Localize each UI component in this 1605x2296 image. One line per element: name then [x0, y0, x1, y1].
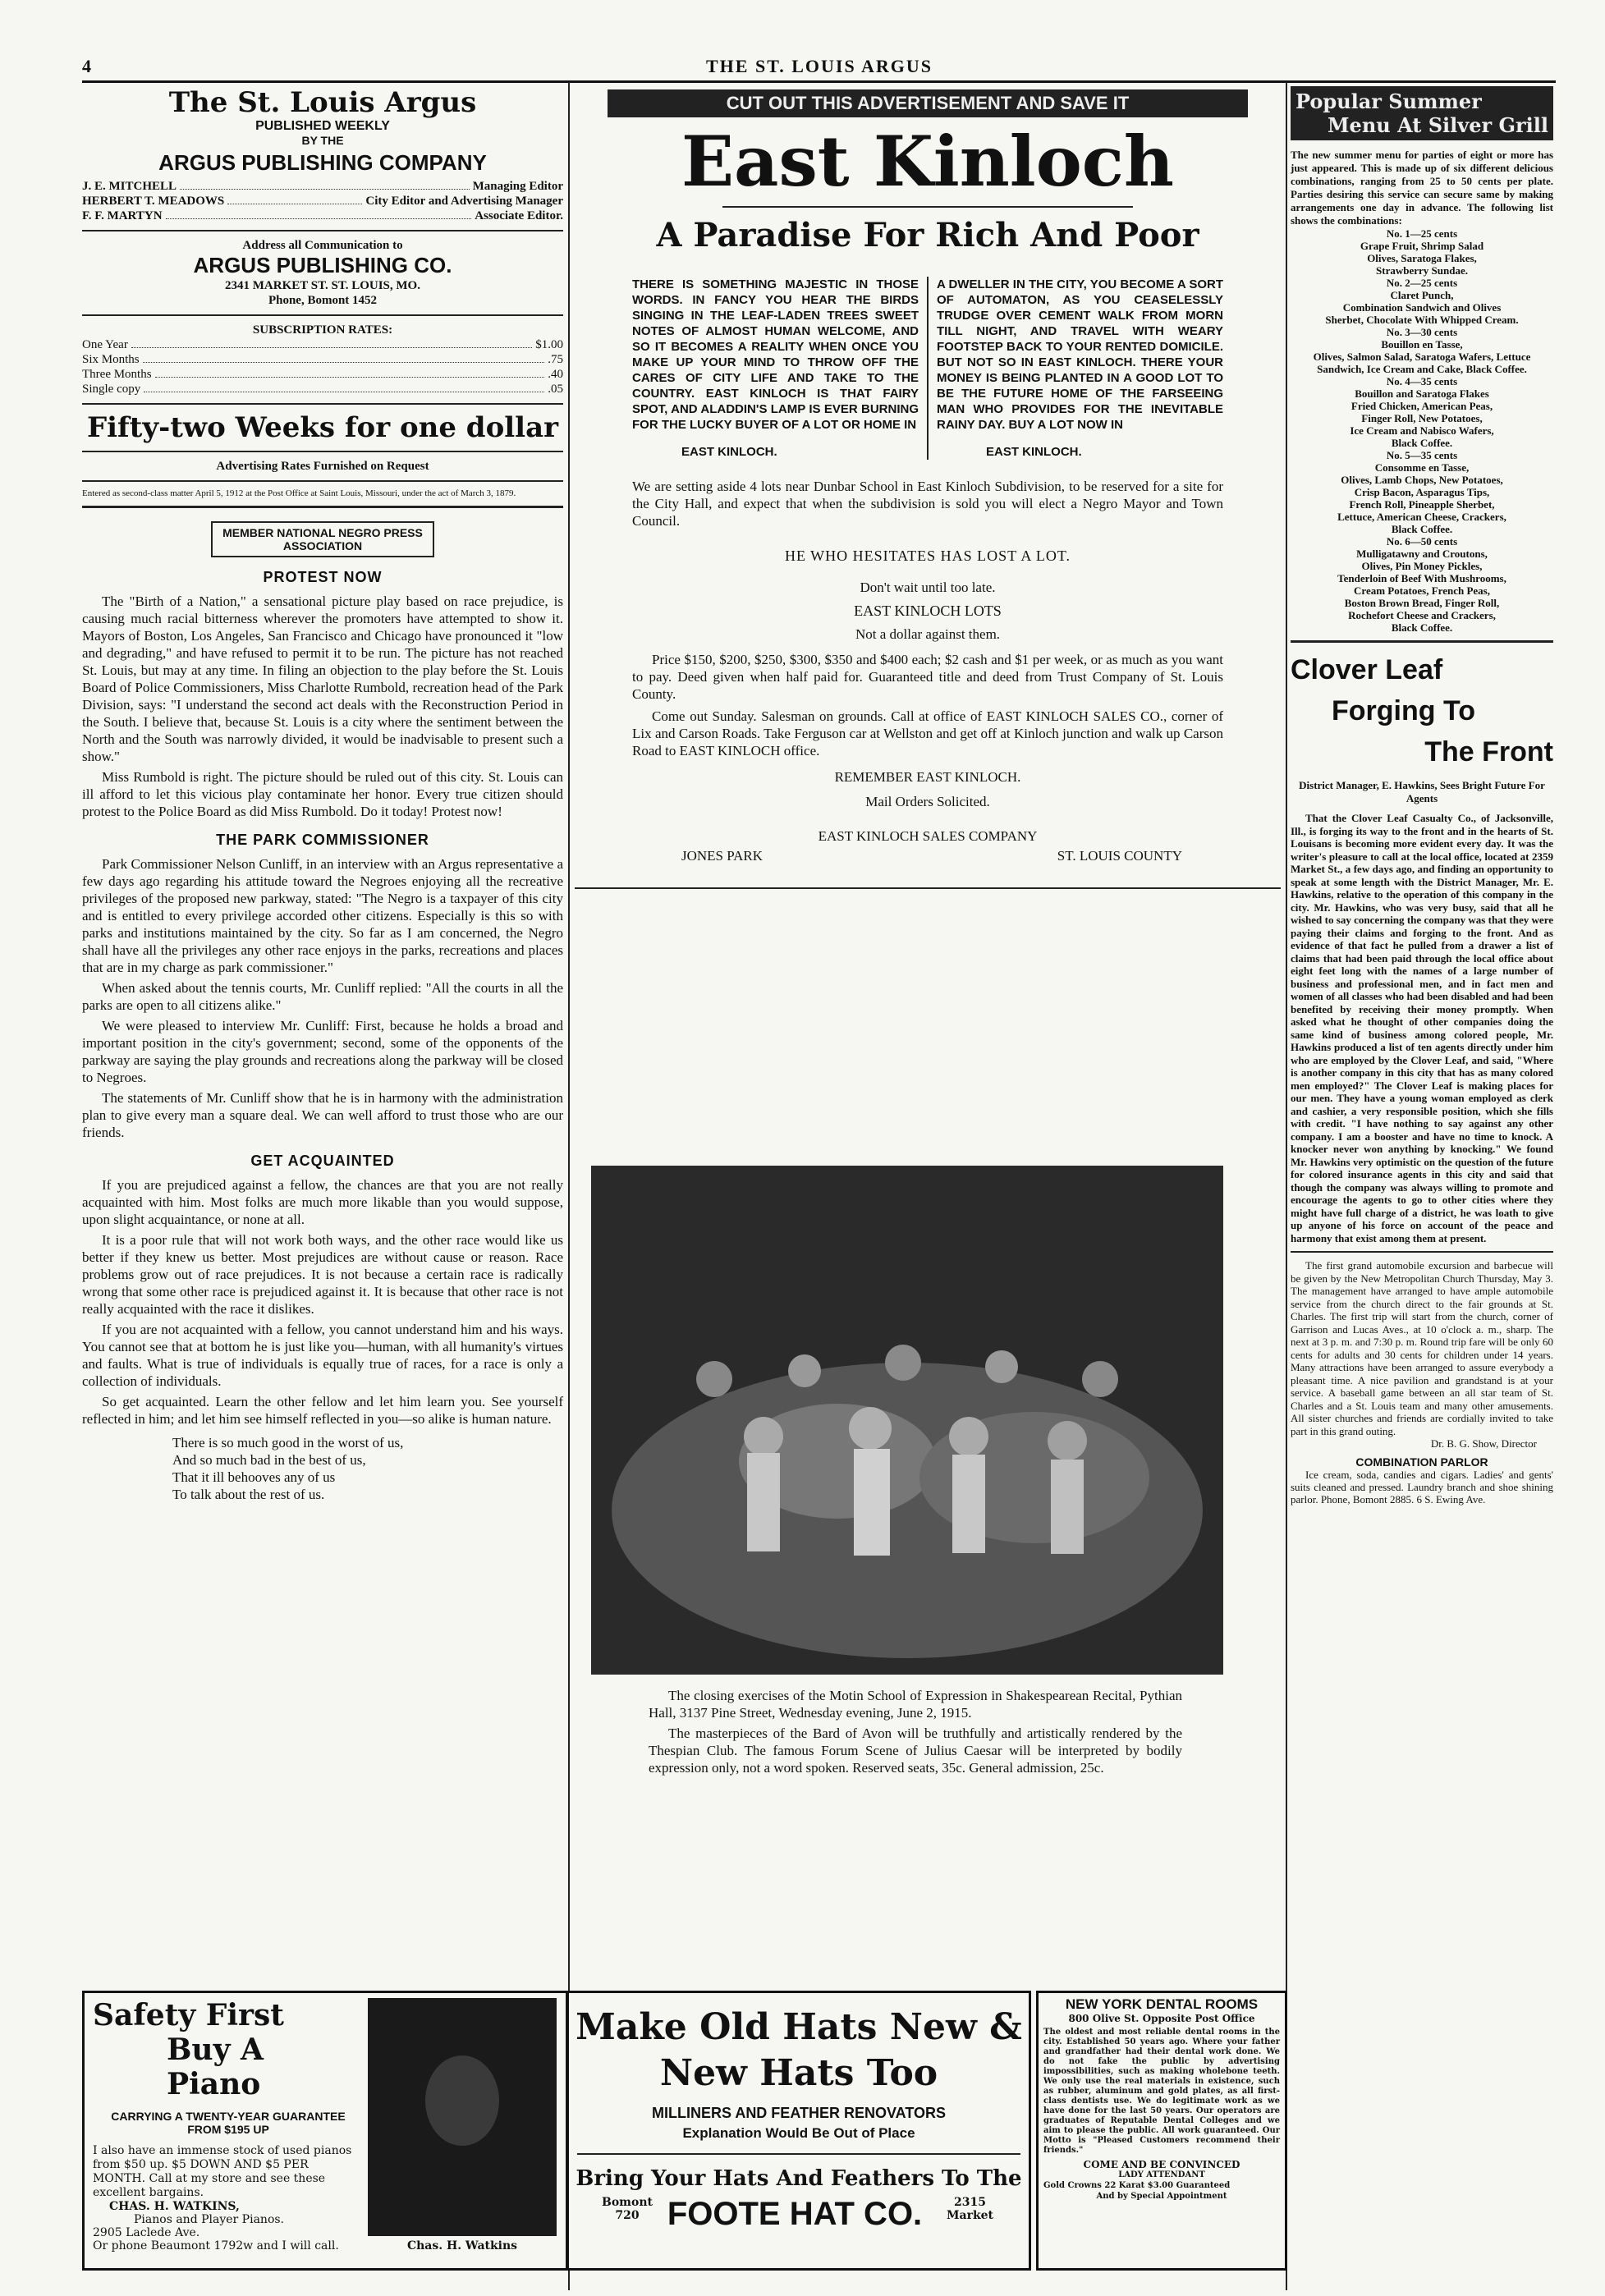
kinloch-columns: [632, 277, 1223, 460]
piano-guarantee: CARRYING A TWENTY-YEAR GUARANTEE FROM $195 UP: [111, 2110, 346, 2136]
kinloch-dont-wait: Don't wait until too late.: [860, 580, 996, 595]
piano-body: I also have an immense stock of used pianos from $50 up. $5 DOWN AND $5 PER MONTH. Call at my store and see these excellent bargains.: [93, 2144, 352, 2199]
kinloch-company: EAST KINLOCH SALES COMPANY: [818, 828, 1038, 844]
combination-title: COMBINATION PARLOR: [1355, 1455, 1488, 1469]
member-badge: MEMBER NATIONAL NEGRO PRESS ASSOCIATION: [211, 521, 434, 557]
dental-crown: Gold Crowns 22 Karat $3.00 Guaranteed: [1043, 2181, 1231, 2190]
kinloch-remember: REMEMBER EAST KINLOCH.: [834, 769, 1021, 785]
slogan: Fifty-two Weeks for one dollar: [86, 411, 559, 444]
dental-come: COME AND BE CONVINCED: [1083, 2159, 1240, 2170]
masthead-name: The St. Louis Argus: [168, 86, 477, 119]
rates-list: [82, 337, 563, 396]
address-phone: Phone, Bomont 1452: [268, 294, 378, 307]
combination-body: Ice cream, soda, candies and cigars. Ladies' and gents' suits cleaned and pressed. Laundry branch and shoe shining parlor. Phone, Bomont 2885. 6 S. Ewing Ave.: [1291, 1469, 1553, 1505]
entered-note: Entered as second-class matter April 5, 1912 at the Post Office at Saint Louis, Missouri, under the act of March 3, 1879.: [82, 488, 516, 498]
clover-body: That the Clover Leaf Casualty Co., of Jacksonville, Ill., is forging its way to the front and in the hearts of St. Louisans is becoming more evident every day. It was the writer's pleasure to call at the local office, located at 2359 Market St., a few days ago, and finding an opportunity to speak at some length with the District Manager, Mr. E. Hawkins, relative to the operation of this company in the city. Mr. Hawkins, who was very busy, said that all he wished to say concerning the company was that they were paying their claims and forging to the front. And as evidence of that fact he pulled from a drawer a list of claims that had been paid through the local office about eight feet long with the names of a large number of business and professional men, and in fact men and women of all classes who had been disabled and had been benefited by receiving their money promptly. When asked what he thought of other companies doing the same kind of business among colored people, Mr. Hawkins produced a list of ten agents directly under him who are employed by the Clover Leaf, and said, "Where is another company in this city that has as many colored men employed?" The Clover Leaf is making places for our men. They have a young woman employed as clerk and cashier, a very responsible position, which she fills with credit. "I have nothing to say against any other company. I am a booster and have no time to knock. A knocker never won anything by knocking." We found Mr. Hawkins very optimistic on the question of the future for colored insurance agents in this city and said that though the company was always willing to promote and encourage the agents to go to other cities where they might have full charge of a district, he was loath to give up anyone of his force on account of the peace and harmony that exist among them at present.: [1291, 812, 1553, 1244]
silver-grill-head: Popular Summer Menu At Silver Grill: [1291, 86, 1553, 140]
protest-body: The "Birth of a Nation," a sensational picture play based on race prejudice, is causing much racial bitterness wherever the promoters have attempted to show it. Mayors of Boston, Los Angeles, San Francisco and Chicago have pronounced it "low and degrading," and have refused to permit it to be run. The picture has not reached St. Louis, but may at any time. In filing an objection to the play before the St. Louis Board of Police Commissioners, Miss Charlotte Rumbold, recreation head of the Park Division, says: "I understand the second act deals with the Reconstruction Period in the South. I believe that, because St. Louis is a city where the sentiment between the North and the South was narrowly divided, it would be inadvisable to present such a show." Miss Rumbold is right. The picture should be ruled out of this city. St. Louis can ill afford to let this vicious play contaminate her honor. Every true citizen should protest to the Police Board as did Miss Rumbold. Do it today! Protest now!: [82, 593, 563, 819]
column-rule: [568, 82, 570, 2290]
dental-lady: LADY ATTENDANT: [1118, 2170, 1205, 2179]
hat-line1: MILLINERS AND FEATHER RENOVATORS: [651, 2105, 946, 2121]
ad-rates: Advertising Rates Furnished on Request: [216, 460, 429, 473]
rate-row: Six Months .75: [82, 353, 563, 366]
address-street: 2341 MARKET ST. ST. LOUIS, MO.: [225, 279, 420, 292]
kinloch-location: JONES PARK ST. LOUIS COUNTY: [681, 848, 1182, 864]
protest-title: PROTEST NOW: [263, 569, 383, 585]
excursion-body: The first grand automobile excursion and barbecue will be given by the New Metropolitan Church Thursday, May 3. The management have arranged to have ample automobile service from the church direct to the fair grounds at St. Charles. The first trip will start from the church, corner of Garrison and Lucas Aves., at 10 o'clock a. m., sharp. The next at 3 p. m. and 7:30 p. m. Round trip fare will be only 60 cents for adults and 30 cents for children under 14 years. Many attractions have been arranged to assure everybody a pleasant time. A nice pavilion and grandstand is at your service. A baseball game between an all star team of St. Charles and a St. Louis team and many other amusements. All sister churches and friends are cordially invited to take part in this grand outing.: [1291, 1259, 1553, 1437]
publisher-name: ARGUS PUBLISHING COMPANY: [158, 150, 487, 175]
silver-grill-menu: No. 1—25 cents Grape Fruit, Shrimp Salad Olives, Saratoga Flakes, Strawberry Sundae. No. 2—25 cents Claret Punch, Combination Sandwich and Olives Sherbet, Chocolate With Whipped Cream. No. 3—30 cents Bouillon en Tasse, Olives, Salmon Salad, Saratoga Wafers, Lettuce Sandwich, Ice Cream and Cake, Black Coffee. No. 4—35 cents Bouillon and Saratoga Flakes Fried Chicken, American Peas, Finger Roll, New Potatoes, Ice Cream and Nabisco Wafers, Black Coffee. No. 5—35 cents Consomme en Tasse, Olives, Lamb Chops, New Potatoes, Crisp Bacon, Asparagus Tips, French Roll, Pineapple Sherbet, Lettuce, American Cheese, Crackers, Black Coffee. No. 6—50 cents Mulligatawny and Croutons, Olives, Pin Money Pickles, Tenderloin of Beef With Mushrooms, Cream Potatoes, French Peas, Boston Brown Bread, Finger Roll, Rochefort Cheese and Crackers, Black Coffee.: [1313, 227, 1531, 634]
column-rule: [1286, 82, 1287, 2290]
acquainted-body: If you are prejudiced against a fellow, the chances are that you are not really acquainted with him. Most folks are much more likable than you would suppose, upon slight acquaintance, or none at all. It is a poor rule that will not work both ways, and the other race would like us better if they knew us better. Most prejudices are without cause or reason. Race problems grow out of race prejudices. It is not because a certain race is radically wrong that some other race is prejudiced against it. It is because that other race is not really acquainted with the race it dislikes. If you are not acquainted with a fellow, you cannot understand him and his ways. You cannot see that at bottom he is just like you—human, with all humanity's virtues and faults. What is true of individuals is equally true of races, for a race is only a collection of individuals. So get acquainted. Learn the other fellow and let him learn you. See yourself reflected in him; and let him see himself reflected in you—so alike is human nature.: [82, 1177, 563, 1427]
hat-company: FOOTE HAT CO.: [667, 2196, 923, 2232]
rate-row: Single copy .05: [82, 383, 563, 396]
kinloch-title: East Kinloch: [681, 121, 1174, 202]
clover-title: Clover Leaf Forging To The Front: [1291, 654, 1553, 768]
kinloch-banner: CUT OUT THIS ADVERTISEMENT AND SAVE IT: [608, 89, 1248, 117]
kinloch-mail: Mail Orders Solicited.: [865, 794, 990, 809]
address-label: Address all Communication to: [242, 239, 403, 252]
page-number: 4: [82, 56, 91, 76]
published-weekly: PUBLISHED WEEKLY: [255, 119, 390, 133]
hat-address: 2315 Market: [947, 2196, 994, 2222]
school-recital-photo: [591, 1166, 1223, 1675]
address-company: ARGUS PUBLISHING CO.: [193, 253, 452, 277]
hat-bring: Bring Your Hats And Feathers To The: [576, 2166, 1022, 2191]
park-title: THE PARK COMMISSIONER: [216, 832, 429, 848]
kinloch-left-sig: EAST KINLOCH.: [681, 445, 777, 459]
dental-body: The oldest and most reliable dental rooms in the city. Established 50 years ago. Where your father and grandfather had their dental work done. We do not fake the public by advertising impossibilities, such as making wholebone teeth. We only use the real materials in existence, such as rubber, aluminum and gold plates, as all first-class dentists use. We do legitimate work as we have done for the last 50 years. Our operators are graduates of Reputable Dental Colleges and we aim to please the public. All work guaranteed. Our Motto is "Pleased Customers recommend their friends.": [1043, 2028, 1280, 2155]
kinloch-right-sig: EAST KINLOCH.: [986, 445, 1082, 459]
left-column: [82, 86, 563, 1503]
excursion-sig: Dr. B. G. Show, Director: [1430, 1437, 1537, 1450]
right-column: [1291, 86, 1553, 1505]
kinloch-not-dollar: Not a dollar against them.: [855, 626, 1001, 642]
kinloch-school: We are setting aside 4 lots near Dunbar School in East Kinloch Subdivision, to be reserved for a site for the City Hall, and expect that when the subdivision is sold you will elect a Negro Mayor and Town Council.: [632, 479, 1223, 529]
middle-column: [575, 86, 1281, 896]
piano-phone: Or phone Beaumont 1792w and I will call.: [93, 2239, 339, 2252]
staff-list: [82, 179, 563, 223]
hat-ad: [566, 1991, 1031, 2271]
photo-caption: The closing exercises of the Motin School of Expression in Shakespearean Recital, Pythian Hall, 3137 Pine Street, Wednesday evening, June 2, 1915. The masterpieces of the Bard of Avon will be truthfully and artistically rendered by the Thespian Club. The famous Forum Scene of Julius Caesar will be interpreted by bodily expression only, not a word spoken. Reserved seats, 35c. General admission, 25c.: [649, 1688, 1182, 1776]
recital-image: [591, 1166, 1223, 1675]
rate-row: Three Months .40: [82, 368, 563, 381]
dental-title: NEW YORK DENTAL ROOMS: [1065, 1996, 1259, 2012]
kinloch-prices: Price $150, $200, $250, $300, $350 and $400 each; $2 cash and $1 per week, or as much as you want to pay. Deed given when half paid for. Guaranteed title and deed from Trust Company of St. Louis County.: [632, 652, 1223, 702]
piano-ad-line1: Safety First: [93, 1998, 284, 2032]
hat-phone: Bomont 720: [602, 2196, 653, 2222]
kinloch-right: A DWELLER IN THE CITY, YOU BECOME A SORT OF AUTOMATON, AS YOU CEASELESSLY TRUDGE OVER CEMENT WALK FROM MORN TILL NIGHT, AND TRAVEL WITH WEARY FOOTSTEP BACK TO YOUR RENTED DOMICILE. BUT NOT SO IN EAST KINLOCH. THERE YOUR MONEY IS BEING PLANTED IN A GOOD LOT TO BE THE FUTURE HOME OF THE FARSEEING MAN WHO PROVIDES FOR THE INEVITABLE RAINY DAY. BUY A LOT NOW IN: [937, 277, 1223, 432]
page-header: [82, 48, 1556, 83]
rate-row: One Year $1.00: [82, 338, 563, 351]
hat-line2: Explanation Would Be Out of Place: [682, 2125, 915, 2141]
hat-headline: Make Old Hats New & New Hats Too: [576, 2006, 1022, 2094]
acquainted-title: GET ACQUAINTED: [250, 1153, 395, 1169]
kinloch-subtitle: A Paradise For Rich And Poor: [656, 216, 1199, 254]
kinloch-left: THERE IS SOMETHING MAJESTIC IN THOSE WORDS. IN FANCY YOU HEAR THE BIRDS SINGING IN THE LEAF-LADEN TREES SWEET NOTES OF ALMOST HUMAN WELCOME, AND SO IT BECOMES A REALITY WHEN ONCE YOU MAKE UP YOUR MIND TO THROW OFF THE CARES OF CITY LIFE AND TAKE TO THE COUNTRY. EAST KINLOCH IS THAT FAIRY SPOT, AND ALADDIN'S LAMP IS EVER BURNING FOR THE LUCKY BUYER OF A LOT OR HOME IN: [632, 277, 919, 432]
staff-row: J. E. MITCHELL Managing Editor: [82, 180, 563, 193]
paper-title: THE ST. LOUIS ARGUS: [706, 56, 933, 76]
kinloch-lots: EAST KINLOCH LOTS: [854, 603, 1002, 619]
piano-address: 2905 Laclede Ave.: [93, 2226, 200, 2239]
piano-name: CHAS. H. WATKINS,: [109, 2200, 240, 2213]
subscription-title: SUBSCRIPTION RATES:: [252, 323, 393, 337]
piano-ad: [82, 1991, 568, 2271]
clover-sub: District Manager, E. Hawkins, Sees Bright Future For Agents: [1299, 779, 1545, 804]
portrait-image: [368, 1998, 557, 2236]
piano-ad-line2: Buy A Piano: [167, 2032, 264, 2101]
kinloch-hesitates: HE WHO HESITATES HAS LOST A LOT.: [784, 548, 1071, 564]
park-body: Park Commissioner Nelson Cunliff, in an interview with an Argus representative a few days ago regarding his attitude toward the Negroes enjoying all the recreative privileges of the proposed new parkway, stated: "The Negro is a taxpayer of this city and is entitled to every privilege accorded other citizens. Especially is this so with parks and institutions maintained by the city. So far as I am concerned, the Negro shall have all the privileges any other race enjoys in the parks, recreations and places that are in my charge as park commissioner." When asked about the tennis courts, Mr. Cunliff replied: "All the courts in all the parks are open to all citizens alike." We were pleased to interview Mr. Cunliff: First, because he holds a broad and important position in the city's government; second, some of the opponents of the parkway are saying the play grounds and recreations along the parkway will be closed to Negroes. The statements of Mr. Cunliff show that he is in harmony with the administration plan to give every man a square deal. We can well afford to trust those who are our friends.: [82, 856, 563, 1140]
silver-grill-intro: The new summer menu for parties of eight or more has just appeared. This is made up of six different delicious combinations, ranging from 25 to 50 cents per plate. Parties desiring this service can secure same by making arrangements one day in advance. The following list shows the combinations:: [1291, 149, 1553, 227]
dental-appointment: And by Special Appointment: [1096, 2192, 1227, 2201]
staff-row: HERBERT T. MEADOWS City Editor and Advertising Manager: [82, 195, 563, 208]
piano-desc: Pianos and Player Pianos.: [134, 2213, 285, 2226]
by-the: BY THE: [301, 134, 344, 147]
kinloch-come: Come out Sunday. Salesman on grounds. Call at office of EAST KINLOCH SALES CO., corner of Lix and Carson Roads. Take Ferguson car at Wellston and get off at Kinloch junction and walk up Carson Road to EAST KINLOCH office.: [632, 708, 1223, 758]
portrait-caption: Chas. H. Watkins: [406, 2239, 518, 2252]
poem: There is so much good in the worst of us, And so much bad in the best of us, That it ill behooves any of us To talk about the rest of us.: [172, 1435, 404, 1502]
dental-address: 800 Olive St. Opposite Post Office: [1068, 2013, 1255, 2024]
staff-row: F. F. MARTYN Associate Editor.: [82, 209, 563, 222]
dental-ad: [1036, 1991, 1287, 2271]
